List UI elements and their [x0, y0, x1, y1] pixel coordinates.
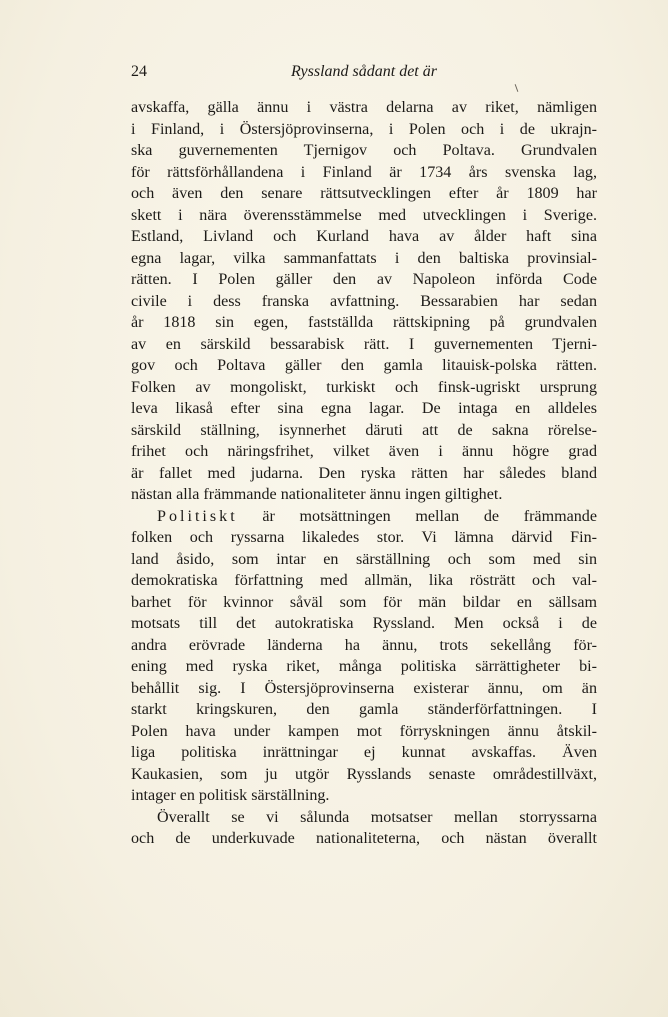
text-line: ening med ryska riket, många politiska särrättigheter bi- [131, 658, 597, 675]
text-line: liga politiska inrättningar ej kunnat avskaffas. Även [131, 744, 597, 761]
text-line: av en särskild bessarabisk rätt. I guvernementen Tjerni- [131, 335, 597, 353]
text-line: motsats till det autokratiska Ryssland. Men också i de [131, 615, 597, 632]
text-line: är fallet med judarna. Den ryska rätten har således bland [131, 464, 597, 482]
text-line: ska guvernementen Tjernigov och Poltava. Grundvalen [131, 142, 597, 159]
text-line: andra erövrade länderna ha ännu, trots sekellång för- [131, 636, 597, 654]
text-line: och de underkuvade nationaliteterna, och nästan överallt [131, 830, 597, 847]
text-line: barhet för kvinnor såväl som för män bildar en sällsam [131, 593, 597, 611]
text-line: avskaffa, gälla ännu i västra delarna av riket, nämligen [131, 99, 597, 116]
text-line: leva likaså efter sina egna lagar. De intaga en alldeles [131, 400, 597, 417]
text-line: och även den senare rättsutvecklingen efter år 1809 har [131, 185, 597, 202]
text-line: i Finland, i Östersjöprovinserna, i Polen och i de ukrajn- [131, 120, 597, 138]
text-line: gov och Poltava gäller den gamla litauisk-polska rätten. [131, 357, 597, 374]
emphasized-word: Politiskt [157, 507, 238, 525]
text-line: Folken av mongoliskt, turkiskt och finsk-ugriskt ursprung [131, 378, 597, 396]
text-line: intager en politisk särställning. [131, 787, 330, 804]
page-header [131, 63, 597, 87]
text-line: starkt kringskuren, den gamla ständerförfattningen. I [131, 701, 597, 718]
page-number: 24 [131, 63, 147, 80]
print-mark [515, 84, 519, 92]
running-title: Ryssland sådant det är [291, 63, 437, 80]
text-line: egna lagar, vilka sammanfattats i den baltiska provinsial- [131, 249, 597, 267]
text-line: frihet och näringsfrihet, vilket även i ännu högre grad [131, 443, 597, 460]
text-line: Polen hava under kampen mot förryskningen ännu åtskil- [131, 722, 597, 740]
body-text [131, 97, 597, 850]
text-line: år 1818 sin egen, fastställda rättskipning på grundvalen [131, 314, 597, 331]
text-line: skett i nära överensstämmelse med utvecklingen i Sverige. [131, 206, 597, 224]
paragraph-first-line [131, 506, 597, 528]
paragraph-first-line: Överallt se vi sålunda motsatser mellan storryssarna [157, 808, 597, 826]
text-line: folken och ryssarna likaledes stor. Vi lämna därvid Fin- [131, 529, 597, 546]
text-line: demokratiska författning med allmän, lika rösträtt och val- [131, 572, 597, 589]
text-line: behållit sig. I Östersjöprovinserna existerar ännu, om än [131, 679, 597, 697]
text-fragment: är motsättningen mellan de främmande [237, 507, 597, 525]
text-line: rätten. I Polen gäller den av Napoleon införda Code [131, 271, 597, 288]
text-line: civile i dess franska avfattning. Bessarabien har sedan [131, 292, 597, 310]
text-line: land åsido, som intar en särställning och som med sin [131, 550, 597, 568]
text-line: nästan alla främmande nationaliteter ännu ingen giltighet. [131, 486, 503, 503]
text-line: särskild ställning, isynnerhet däruti att de sakna rörelse- [131, 421, 597, 439]
text-line: för rättsförhållandena i Finland är 1734 års svenska lag, [131, 163, 597, 181]
text-line: Estland, Livland och Kurland hava av ålder haft sina [131, 228, 597, 245]
text-line: Kaukasien, som ju utgör Rysslands senaste områdestillväxt, [131, 765, 597, 783]
